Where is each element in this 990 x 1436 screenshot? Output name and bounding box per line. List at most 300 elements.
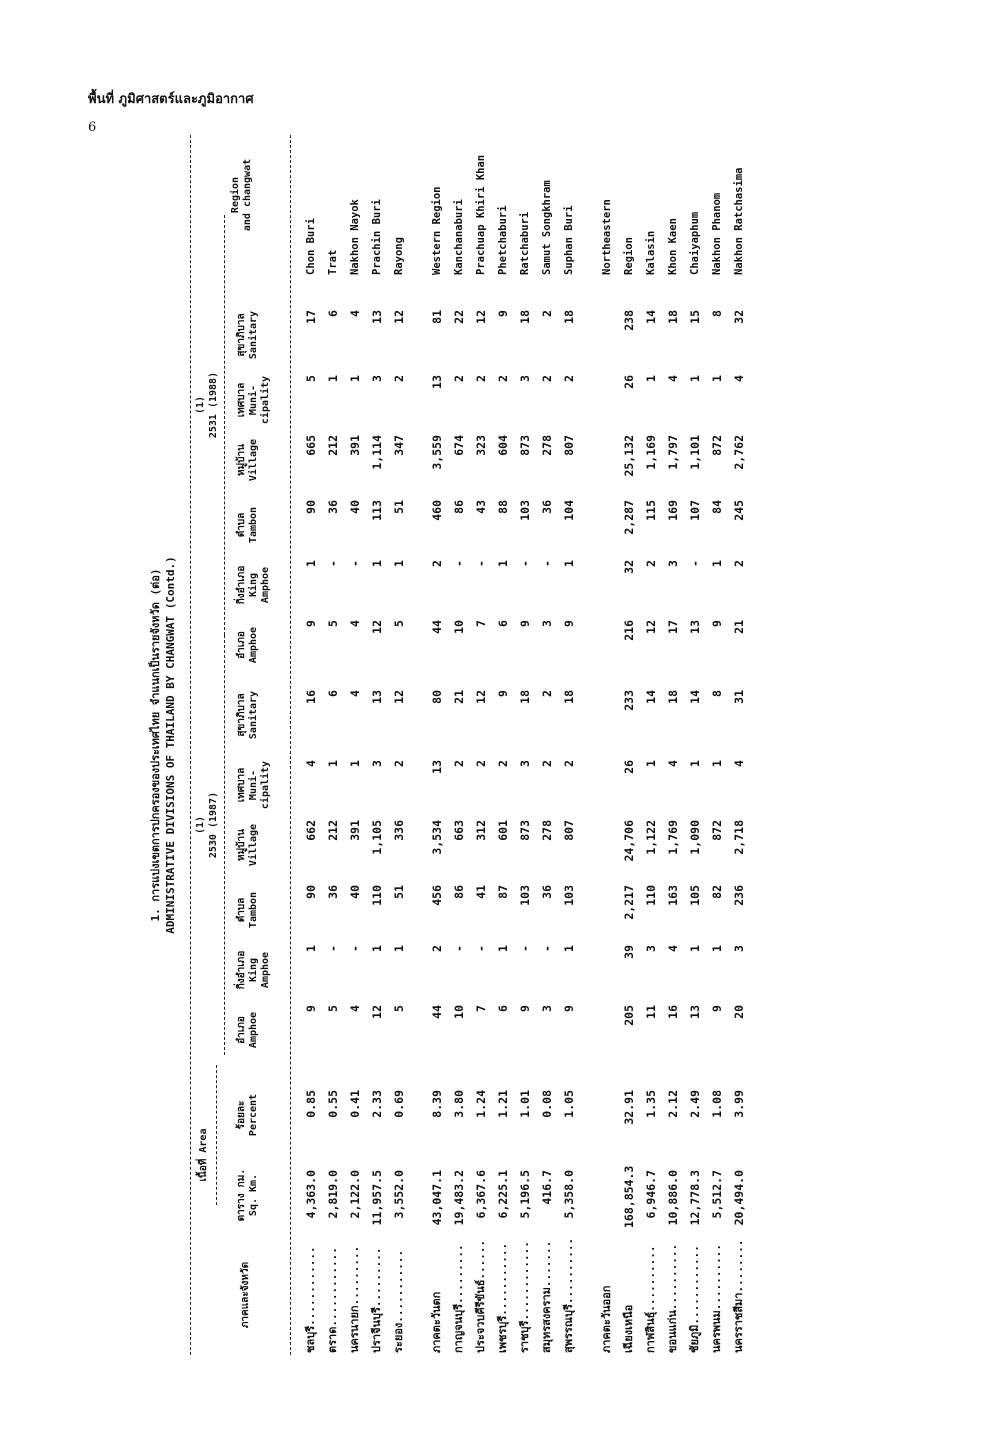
table-cell: 662	[304, 820, 318, 841]
table-cell: 1.35	[644, 1090, 658, 1118]
table-cell: 1	[644, 375, 658, 382]
row-label-en: Ratchaburi	[519, 211, 531, 275]
column-header-en: Village	[248, 438, 259, 482]
table-cell: 80	[430, 690, 444, 704]
column-header-en: King Amphoe	[248, 951, 271, 989]
row-label-en: Chaiyaphum	[689, 211, 701, 275]
table-cell: 3	[666, 560, 680, 567]
table-cell: 14	[688, 690, 702, 704]
row-label-th: นครนายก.........	[348, 1245, 361, 1353]
column-header-th: หมู่บ้าน	[236, 444, 247, 476]
table-cell: 1	[326, 760, 340, 767]
table-row	[492, 135, 514, 1355]
table-cell: 18	[562, 690, 576, 704]
table-cell: 36	[540, 885, 554, 899]
table-cell: 1	[348, 760, 362, 767]
column-header	[236, 431, 260, 489]
table-cell: 21	[732, 620, 746, 634]
table-cell: 2	[562, 760, 576, 767]
table-cell: 9	[710, 620, 724, 627]
table-cell: 18	[666, 690, 680, 704]
table-cell: 9	[304, 620, 318, 627]
table-cell: 36	[326, 885, 340, 899]
table-cell: 1	[710, 945, 724, 952]
table-cell: 103	[518, 500, 532, 521]
table-cell: 2	[732, 560, 746, 567]
column-header-en: Muni- cipality	[248, 375, 271, 425]
table-cell: 3,552.0	[392, 1170, 406, 1219]
column-header	[236, 1086, 260, 1144]
table-cell: 5	[392, 620, 406, 627]
table-cell: 347	[392, 435, 406, 456]
table-row	[558, 135, 580, 1355]
table-row	[662, 135, 684, 1355]
table-cell: 2	[430, 560, 444, 567]
table-cell: 5	[326, 1005, 340, 1012]
table-cell: 1	[710, 560, 724, 567]
table-cell: 1	[304, 945, 318, 952]
table-cell: 6,225.1	[496, 1170, 510, 1219]
table-cell: -	[326, 945, 340, 952]
table-cell: 1	[688, 375, 702, 382]
table-cell: 103	[518, 885, 532, 906]
table-cell: 391	[348, 435, 362, 456]
table-cell: 15	[688, 310, 702, 324]
column-header	[236, 1001, 260, 1059]
column-header	[236, 306, 260, 364]
table-cell: 4	[666, 375, 680, 382]
table-cell: 12	[370, 1005, 384, 1019]
note-1987: (1)	[195, 815, 206, 835]
table-cell: 233	[622, 690, 636, 711]
table-cell: 18	[666, 310, 680, 324]
table-cell: -	[518, 945, 532, 952]
table-cell: 212	[326, 820, 340, 841]
column-header-en: Amphoe	[248, 626, 259, 664]
table-cell: -	[348, 560, 362, 567]
row-label-th: ภาคตะวันออก	[600, 1285, 613, 1353]
table-cell: 663	[452, 820, 466, 841]
table-cell: 9	[496, 690, 510, 697]
table-cell: 17	[304, 310, 318, 324]
row-label-th: ประจวบคีรีขันธ์......	[474, 1239, 487, 1353]
table-cell: 1	[644, 760, 658, 767]
row-label-en: Northeastern	[601, 199, 613, 275]
row-label-th: ภาคตะวันตก	[430, 1291, 443, 1353]
table-cell: 26	[622, 760, 636, 774]
table-cell: 4	[348, 690, 362, 697]
table-cell: 4	[732, 375, 746, 382]
table-cell: 3	[518, 760, 532, 767]
table-cell: 1	[392, 560, 406, 567]
table-cell: 665	[304, 435, 318, 456]
table-cell: 12	[474, 310, 488, 324]
table-cell: 32.91	[622, 1090, 636, 1125]
table-cell: 9	[518, 620, 532, 627]
table-cell: 20	[732, 1005, 746, 1019]
table-cell: 9	[562, 620, 576, 627]
table-cell: 3	[518, 375, 532, 382]
table-cell: 9	[710, 1005, 724, 1012]
table-cell: 3	[540, 1005, 554, 1012]
table-cell: 2	[540, 310, 554, 317]
table-row	[470, 135, 492, 1355]
column-header-en: Muni- cipality	[248, 760, 271, 810]
column-header-th: กิ่งอำเภอ	[236, 565, 247, 605]
table-cell: 4	[348, 1005, 362, 1012]
table-cell: 5,358.0	[562, 1170, 576, 1219]
table-cell: 18	[518, 690, 532, 704]
table-cell: 3	[370, 760, 384, 767]
table-cell: 13	[370, 310, 384, 324]
column-header-en: Village	[248, 823, 259, 867]
column-header-en: Sanitary	[248, 310, 259, 360]
table-cell: 2,819.0	[326, 1170, 340, 1219]
column-header	[236, 881, 260, 939]
row-label-en: Prachuap Khiri Khan	[475, 154, 487, 275]
table-cell: 2	[452, 375, 466, 382]
table-cell: 105	[688, 885, 702, 906]
column-header-th: กิ่งอำเภอ	[236, 950, 247, 990]
table-row	[322, 135, 344, 1355]
row-label-en: Samut Songkhram	[541, 180, 553, 275]
table-cell: 872	[710, 820, 724, 841]
column-header-en: King Amphoe	[248, 566, 271, 604]
table-cell: 2	[474, 375, 488, 382]
table-title-en: ADMINISTRATIVE DIVISIONS OF THAILAND BY CHANGWAT (Contd.)	[164, 556, 177, 934]
table-cell: 44	[430, 1005, 444, 1019]
top-rule	[190, 135, 191, 1355]
table-cell: 1.21	[496, 1090, 510, 1118]
column-header-en: Tambon	[248, 506, 259, 544]
row-label-en: Prachin Buri	[371, 199, 383, 275]
running-head: พื้นที่ ภูมิศาสตร์และภูมิอากาศ	[88, 92, 254, 107]
row-label-th: ปราจีนบุรี.........	[370, 1247, 383, 1353]
table-cell: 5	[304, 375, 318, 382]
table-cell: -	[540, 945, 554, 952]
table-cell: 86	[452, 500, 466, 514]
table-cell: 8	[710, 310, 724, 317]
table-cell: 169	[666, 500, 680, 521]
table-cell: 5,196.5	[518, 1170, 532, 1219]
row-label-en: Rayong	[393, 237, 405, 275]
column-header	[236, 616, 260, 674]
table-cell: 873	[518, 820, 532, 841]
table-cell: 1	[710, 375, 724, 382]
table-cell: 110	[644, 885, 658, 906]
table-cell: 21	[452, 690, 466, 704]
table-row	[684, 135, 706, 1355]
table-cell: 2.12	[666, 1090, 680, 1118]
row-label-en: Khon Kaen	[667, 218, 679, 275]
table-cell: 278	[540, 820, 554, 841]
table-cell: 3,534	[430, 820, 444, 855]
table-cell: 168,854.3	[622, 1165, 636, 1228]
table-cell: 0.41	[348, 1090, 362, 1118]
table-cell: 6	[496, 1005, 510, 1012]
table-row	[388, 135, 410, 1355]
table-cell: 110	[370, 885, 384, 906]
table-cell: 1.01	[518, 1090, 532, 1118]
table-cell: 205	[622, 1005, 636, 1026]
column-header	[236, 941, 272, 999]
table-cell: 18	[518, 310, 532, 324]
table-cell: 90	[304, 885, 318, 899]
table-cell: 1,169	[644, 435, 658, 470]
table-cell: -	[348, 945, 362, 952]
row-label-th: ขอนแก่น..........	[666, 1243, 679, 1353]
table-cell: 43,047.1	[430, 1170, 444, 1226]
column-header-th: สุขาภิบาล	[236, 693, 247, 737]
table-cell: 2	[452, 760, 466, 767]
column-header-en: Tambon	[248, 891, 259, 929]
row-label-th: สุพรรณบุรี..........	[562, 1237, 575, 1353]
table-cell: 6,367.6	[474, 1170, 488, 1219]
table-cell: 40	[348, 885, 362, 899]
table-cell: -	[452, 560, 466, 567]
column-header-th: อำเภอ	[236, 1016, 247, 1044]
table-cell: 84	[710, 500, 724, 514]
table-cell: 24,706	[622, 820, 636, 862]
table-cell: 4	[666, 760, 680, 767]
row-label-th: สมุทรสงคราม.......	[540, 1240, 553, 1353]
table-cell: 8	[710, 690, 724, 697]
table-cell: -	[540, 560, 554, 567]
column-header-th: เทศบาล	[236, 767, 247, 803]
year-1988: 2531 (1988)	[208, 371, 219, 439]
col-region-th: ภาคและจังหวัด	[240, 1261, 251, 1329]
table-cell: 4	[732, 760, 746, 767]
table-cell: 0.55	[326, 1090, 340, 1118]
table-cell: 12	[392, 690, 406, 704]
table-cell: 12	[474, 690, 488, 704]
table-cell: 113	[370, 500, 384, 521]
row-label-th: ราชบุรี............	[518, 1241, 531, 1353]
table-cell: 2	[474, 760, 488, 767]
row-label-th: กาฬสินธุ์..........	[644, 1245, 657, 1353]
table-cell: 2,122.0	[348, 1170, 362, 1219]
row-label-th: ตราด............	[326, 1247, 339, 1353]
table-cell: -	[452, 945, 466, 952]
column-header-en: Sanitary	[248, 690, 259, 740]
row-label-en: Region	[623, 237, 635, 275]
column-header-th: ตาราง กม.	[236, 1168, 247, 1222]
table-cell: 87	[496, 885, 510, 899]
table-cell: 2.33	[370, 1090, 384, 1118]
table-cell: 1	[688, 760, 702, 767]
column-header-th: หมู่บ้าน	[236, 829, 247, 861]
table-cell: 1	[392, 945, 406, 952]
table-cell: 1.24	[474, 1090, 488, 1118]
table-cell: 5,512.7	[710, 1170, 724, 1219]
table-cell: 36	[326, 500, 340, 514]
table-cell: -	[474, 945, 488, 952]
table-cell: 7	[474, 1005, 488, 1012]
table-cell: 336	[392, 820, 406, 841]
column-header-th: เทศบาล	[236, 382, 247, 418]
table-cell: 13	[688, 620, 702, 634]
table-row	[728, 135, 750, 1355]
table-cell: 3,559	[430, 435, 444, 470]
table-cell: 2	[540, 375, 554, 382]
table-cell: 7	[474, 620, 488, 627]
table-cell: 391	[348, 820, 362, 841]
note-1988: (1)	[195, 395, 206, 415]
row-label-en: Western Region	[431, 186, 443, 275]
table-cell: 9	[562, 1005, 576, 1012]
column-header	[236, 756, 272, 814]
table-cell: 0.08	[540, 1090, 554, 1118]
table-cell: 1.05	[562, 1090, 576, 1118]
row-label-th: ชลบุรี............	[304, 1246, 317, 1353]
table-cell: 278	[540, 435, 554, 456]
table-cell: 604	[496, 435, 510, 456]
row-label-en: Nakhon Nayok	[349, 199, 361, 275]
table-cell: 163	[666, 885, 680, 906]
table-cell: 12	[370, 620, 384, 634]
table-cell: 1	[562, 945, 576, 952]
table-cell: 20,494.0	[732, 1170, 746, 1226]
table-cell: 12	[392, 310, 406, 324]
table-cell: 14	[644, 690, 658, 704]
column-header-en: Percent	[248, 1093, 259, 1137]
table-row	[448, 135, 470, 1355]
rule-1988	[224, 215, 225, 635]
table-cell: 456	[430, 885, 444, 906]
column-header	[236, 556, 272, 614]
table-cell: 17	[666, 620, 680, 634]
table-row	[514, 135, 536, 1355]
column-header	[236, 686, 260, 744]
table-cell: 6	[326, 310, 340, 317]
table-cell: 103	[562, 885, 576, 906]
table-cell: 1	[496, 945, 510, 952]
table-cell: 1	[326, 375, 340, 382]
row-label-en: Phetchaburi	[497, 205, 509, 275]
table-cell: 1,114	[370, 435, 384, 470]
table-cell: 12	[644, 620, 658, 634]
table-cell: 4,363.0	[304, 1170, 318, 1219]
row-label-th: ชัยภูมิ............	[688, 1245, 701, 1353]
table-cell: 216	[622, 620, 636, 641]
table-cell: 2	[562, 375, 576, 382]
table-cell: 807	[562, 435, 576, 456]
table-cell: 1,769	[666, 820, 680, 855]
table-cell: 14	[644, 310, 658, 324]
table-cell: 2	[496, 760, 510, 767]
row-label-en: Kanchanaburi	[453, 199, 465, 275]
table-cell: 1.08	[710, 1090, 724, 1118]
table-cell: 1	[688, 945, 702, 952]
table-cell: -	[518, 560, 532, 567]
table-cell: 13	[688, 1005, 702, 1019]
table-row	[618, 135, 640, 1355]
header-rule	[290, 135, 291, 1355]
table-cell: 90	[304, 500, 318, 514]
column-header	[236, 371, 272, 429]
table-cell: 0.69	[392, 1090, 406, 1118]
table-cell: 25,132	[622, 435, 636, 477]
table-cell: 5	[392, 1005, 406, 1012]
table-cell: 26	[622, 375, 636, 389]
table-row	[596, 135, 618, 1355]
table-cell: 2,718	[732, 820, 746, 855]
table-title-th: 1. การแบ่งเขตการปกครองของประเทศไทย จำแนกเป็นรายจังหวัด (ต่อ)	[149, 568, 162, 922]
table-row	[300, 135, 322, 1355]
table-row	[426, 135, 448, 1355]
column-header-en: Sq. Km.	[248, 1173, 259, 1217]
table-cell: 2,762	[732, 435, 746, 470]
table-cell: 43	[474, 500, 488, 514]
table-cell: 36	[540, 500, 554, 514]
year-1987: 2530 (1987)	[208, 791, 219, 859]
table-row	[366, 135, 388, 1355]
table-cell: 2,217	[622, 885, 636, 920]
table-cell: 51	[392, 885, 406, 899]
table-cell: 4	[348, 310, 362, 317]
table-cell: 6	[326, 690, 340, 697]
table-cell: 3.80	[452, 1090, 466, 1118]
table-cell: 41	[474, 885, 488, 899]
table-cell: 9	[518, 1005, 532, 1012]
table-cell: 873	[518, 435, 532, 456]
table-cell: 16	[666, 1005, 680, 1019]
table-cell: 1	[562, 560, 576, 567]
column-header-th: อำเภอ	[236, 631, 247, 659]
table-cell: 3	[540, 620, 554, 627]
table-cell: 872	[710, 435, 724, 456]
table-cell: 32	[622, 560, 636, 574]
table-cell: 245	[732, 500, 746, 521]
row-label-th: กาญจนบุรี.........	[452, 1244, 465, 1353]
column-header	[236, 816, 260, 874]
table-cell: 10	[452, 1005, 466, 1019]
table-cell: 115	[644, 500, 658, 521]
table-cell: 3	[732, 945, 746, 952]
table-row	[344, 135, 366, 1355]
table-cell: 82	[710, 885, 724, 899]
area-group-label: เนื้อที่ Area	[198, 1128, 209, 1182]
table-cell: 81	[430, 310, 444, 324]
table-cell: 1	[348, 375, 362, 382]
table-cell: 9	[304, 1005, 318, 1012]
table-cell: 1	[496, 560, 510, 567]
row-label-en: Chon Buri	[305, 218, 317, 275]
table-cell: 6,946.7	[644, 1170, 658, 1219]
table-cell: 104	[562, 500, 576, 521]
table-cell: 1	[304, 560, 318, 567]
table-cell: 39	[622, 945, 636, 959]
table-cell: 323	[474, 435, 488, 456]
table-cell: 9	[496, 310, 510, 317]
column-header-th: สุขาภิบาล	[236, 313, 247, 357]
table-cell: 212	[326, 435, 340, 456]
table-cell: 22	[452, 310, 466, 324]
table-cell: 416.7	[540, 1170, 554, 1205]
table-cell: 11	[644, 1005, 658, 1019]
table-cell: 8.39	[430, 1090, 444, 1118]
table-cell: 12,778.3	[688, 1170, 702, 1226]
row-label-en: Nakhon Ratchasima	[733, 167, 745, 275]
table-cell: 1,797	[666, 435, 680, 470]
table-cell: 19,483.2	[452, 1170, 466, 1226]
rule-1987	[224, 635, 225, 1055]
table-cell: 1,105	[370, 820, 384, 855]
row-label-en: Nakhon Phanom	[711, 192, 723, 275]
table-cell: 1,090	[688, 820, 702, 855]
table-cell: 44	[430, 620, 444, 634]
table-cell: 18	[562, 310, 576, 324]
